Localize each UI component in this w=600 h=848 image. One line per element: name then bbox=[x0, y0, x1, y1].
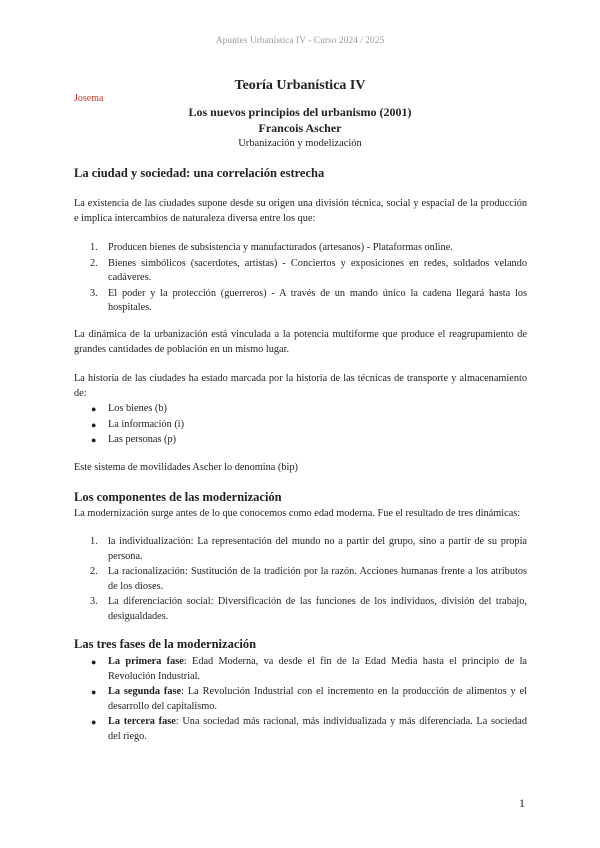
section-1-intro: La existencia de las ciudades supone desde su origen una división técnica, social y espacial de la producción e implica intercambios de naturaleza diversa entre los que: bbox=[74, 198, 527, 224]
section-3-bullet-list bbox=[74, 655, 527, 746]
section-heading-tres-fases: Las tres fases de la modernización bbox=[74, 637, 257, 651]
section-heading-componentes: Los componentes de las modernización bbox=[74, 490, 282, 504]
running-header: Apuntes Urbanística IV - Curso 2024 / 2025 bbox=[215, 36, 385, 46]
page-number: 1 bbox=[519, 796, 525, 810]
list-item: ● La primera fase: Edad Moderna, va desde el fin de la Edad Media hasta el principio de la Revolución Industrial. bbox=[91, 656, 527, 682]
author-tag: Josema bbox=[74, 93, 104, 104]
list-item: 2. Bienes simbólicos (sacerdotes, artistas) - Conciertos y exposiciones en redes, soldados velando cadáveres. bbox=[90, 257, 527, 284]
list-item: 1. la individualización: La representación del mundo no a partir del grupo, sino a partir de su propia persona. bbox=[90, 536, 527, 562]
document-author: Francois Ascher bbox=[258, 121, 342, 135]
list-item: ● La tercera fase: Una sociedad más racional, más individualizada y más diferenciada. La sociedad del riego. bbox=[91, 716, 527, 742]
section-1-paragraph-4: Este sistema de movilidades Ascher lo denomina (bip) bbox=[74, 462, 298, 473]
list-item: ● La segunda fase: La Revolución Industrial con el incremento en la producción de alimentos y el desarrollo del capitalismo. bbox=[91, 686, 528, 712]
document-title: Teoría Urbanística IV bbox=[234, 78, 366, 93]
document-subtitle: Los nuevos principios del urbanismo (2001) bbox=[188, 105, 412, 119]
list-item: ● Las personas (p) bbox=[91, 434, 177, 446]
section-2-numbered-list bbox=[74, 535, 527, 626]
section-2-intro: La modernización surge antes de lo que conocemos como edad moderna. Fue el resultado de tres dinámicas: bbox=[74, 508, 521, 519]
section-1-bullet-list bbox=[74, 402, 527, 449]
list-item: 3. La diferenciación social: Diversificación de las funciones de los individuos, división del trabajo, desigualdades. bbox=[90, 596, 527, 622]
section-1-paragraph-3: La historia de las ciudades ha estado marcada por la historia de las técnicas de transporte y almacenamiento de: bbox=[74, 373, 527, 399]
list-item: ● La información (i) bbox=[91, 418, 185, 430]
list-item: 2. La racionalización: Sustitución de la tradición por la razón. Acciones humanas frente a los atributos de los dioses. bbox=[90, 566, 527, 592]
list-item: 3. El poder y la protección (guerreros) - A través de un mando único la cadena llegará hasta los hospitales. bbox=[90, 287, 527, 314]
list-item: 1. Producen bienes de subsistencia y manufacturados (artesanos) - Plataformas online. bbox=[90, 242, 453, 253]
document-subject: Urbanización y modelización bbox=[238, 138, 362, 149]
section-heading-ciudad-sociedad: La ciudad y sociedad: una correlación estrecha bbox=[74, 166, 325, 180]
section-1-numbered-list bbox=[74, 241, 527, 317]
section-1-paragraph-2: La dinámica de la urbanización está vinculada a la potencia multiforme que produce el reagrupamiento de grandes cantidades de población en un mismo lugar. bbox=[74, 329, 527, 355]
list-item: ● Los bienes (b) bbox=[91, 403, 167, 414]
